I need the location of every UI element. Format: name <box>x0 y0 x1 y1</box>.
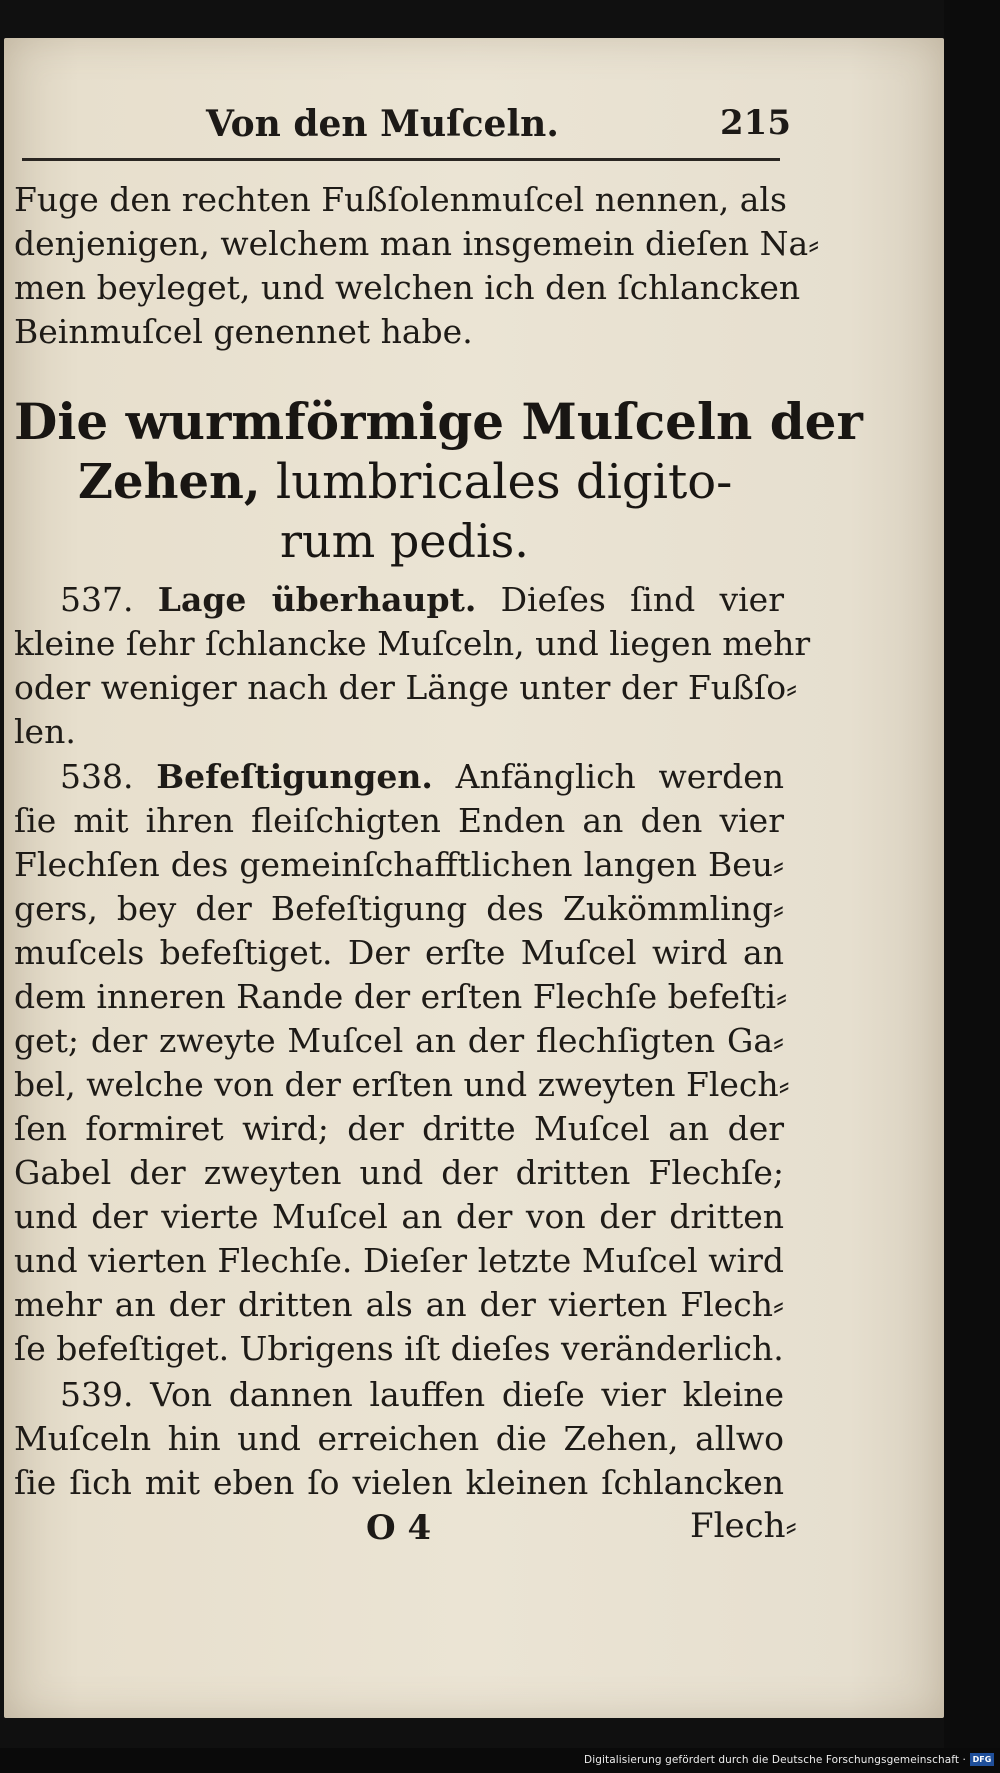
header-rule <box>22 158 780 161</box>
text-line: bel, welche von der erſten und zweyten Flech⸗ <box>14 1065 790 1104</box>
catchword: Flech⸗ <box>690 1506 797 1546</box>
paragraph-keyword: Lage überhaupt. <box>157 580 477 619</box>
text-run: Anfänglich werden <box>432 757 784 796</box>
text-line: men beyleget, und welchen ich den ſchlancken <box>14 268 801 307</box>
text-line: und der vierte Muſcel an der von der dritten <box>14 1197 784 1236</box>
section-heading <box>14 392 863 570</box>
text-line: gers, bey der Befeſtigung des Zukömmling⸗ <box>14 889 784 928</box>
running-head: Von den Muſceln. <box>206 103 559 145</box>
text-line: mehr an der dritten als an der vierten Flech⸗ <box>14 1285 784 1324</box>
heading-line: Die wurmförmige Muſceln der <box>14 392 863 451</box>
text-line <box>14 578 784 622</box>
text-line: oder weniger nach der Länge unter der Fußſo⸗ <box>14 668 798 707</box>
text-line: muſcels befeſtiget. Der erſte Muſcel wird an <box>14 933 784 972</box>
text-line: Muſceln hin und erreichen die Zehen, allwo <box>14 1419 784 1458</box>
text-line: Flechſen des gemeinſchafftlichen langen Beu⸗ <box>14 845 784 884</box>
paragraph-keyword: Befeſtigungen. <box>156 757 433 796</box>
paragraph-number: 538. <box>60 757 134 796</box>
text-line: ſie mit ihren fleiſchigten Enden an den vier <box>14 801 784 840</box>
text-line <box>14 755 784 799</box>
text-line: Gabel der zweyten und der dritten Flechſe; <box>14 1153 784 1192</box>
text-line: Fuge den rechten Fußſolenmuſcel nennen, als <box>14 180 787 219</box>
text-line: get; der zweyte Muſcel an der flechſigten Ga⸗ <box>14 1021 784 1060</box>
signature-mark: O 4 <box>366 1508 432 1548</box>
paragraph-number: 539. <box>60 1375 134 1414</box>
text-line: und vierten Flechſe. Dieſer letzte Muſcel wird <box>14 1241 784 1280</box>
paragraph-539 <box>14 1373 784 1505</box>
text-line: dem inneren Rande der erſten Flechſe befeſti⸗ <box>14 977 788 1016</box>
paragraph-538 <box>14 755 790 1371</box>
text-line <box>14 1373 784 1417</box>
heading-latin: lumbricales digito- <box>260 454 733 510</box>
text-line: Beinmuſcel genennet habe. <box>14 312 473 351</box>
text-line: ſen formiret wird; der dritte Muſcel an der <box>14 1109 784 1148</box>
text-line: denjenigen, welchem man insgemein dieſen Na⸗ <box>14 224 820 263</box>
text-run: Dieſes ſind vier <box>476 580 784 619</box>
heading-line: rum pedis. <box>280 514 529 568</box>
heading-line <box>78 452 784 512</box>
paragraph-537 <box>14 578 811 754</box>
continuation-paragraph <box>14 178 820 354</box>
text-run: Von dannen lauffen dieſe vier kleine <box>133 1375 784 1414</box>
digitization-credit: Digitalisierung gefördert durch die Deutsche Forschungsgemeinschaft · <box>584 1754 966 1766</box>
text-line: ſe befeſtiget. Ubrigens iſt dieſes veränderlich. <box>14 1329 784 1368</box>
scan-background <box>944 0 1000 1773</box>
heading-bold-word: Zehen, <box>78 454 261 510</box>
text-line: len. <box>14 712 76 751</box>
page-number: 215 <box>720 103 791 143</box>
paragraph-number: 537. <box>60 580 134 619</box>
text-line: kleine ſehr ſchlancke Muſceln, und liegen mehr <box>14 624 811 663</box>
text-line: ſie ſich mit eben ſo vielen kleinen ſchlancken <box>14 1463 784 1502</box>
dfg-logo: DFG <box>970 1753 994 1766</box>
